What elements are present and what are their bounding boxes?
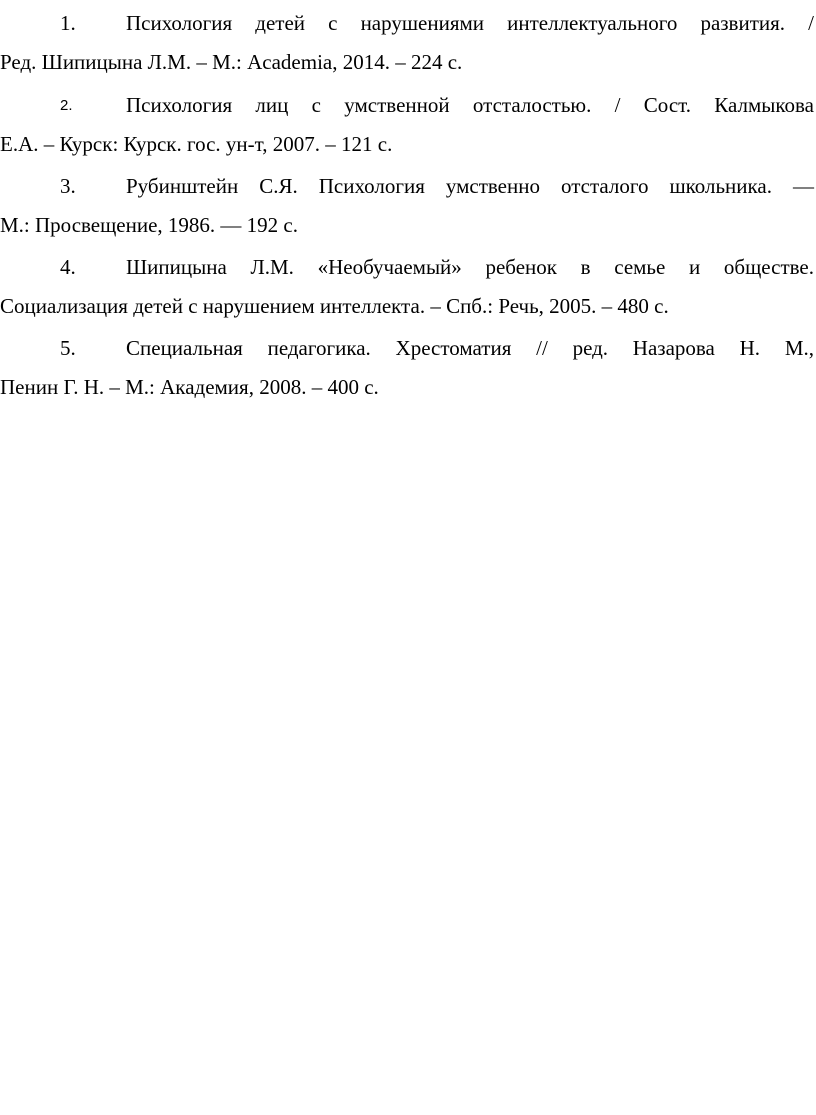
reference-continuation: М.: Просвещение, 1986. — 192 с. (0, 213, 298, 237)
reference-continuation: Ред. Шипицына Л.М. – М.: Academia, 2014. – 224 с. (0, 50, 463, 74)
reference-text: Психология детей с нарушениями интеллектуального развития. / (126, 11, 814, 35)
reference-number: 3. (60, 174, 76, 198)
reference-item (0, 4, 814, 82)
reference-number: 2. (60, 97, 73, 114)
reference-item (0, 86, 814, 164)
reference-continuation: Социализация детей с нарушением интеллекта. – Спб.: Речь, 2005. – 480 с. (0, 294, 669, 318)
reference-number: 1. (60, 11, 76, 35)
reference-number: 4. (60, 255, 76, 279)
reference-text: Психология лиц с умственной отсталостью. / Сост. Калмыкова (126, 93, 814, 117)
reference-first-line (0, 4, 814, 43)
reference-list (0, 0, 814, 407)
reference-item (0, 329, 814, 407)
reference-text: Специальная педагогика. Хрестоматия // ред. Назарова Н. М., (126, 336, 814, 360)
reference-item (0, 167, 814, 245)
reference-text: Шипицына Л.М. «Необучаемый» ребенок в семье и обществе. (126, 255, 814, 279)
reference-item (0, 248, 814, 326)
reference-first-line (0, 167, 814, 206)
reference-continuation: Пенин Г. Н. – М.: Академия, 2008. – 400 с. (0, 375, 379, 399)
reference-first-line (0, 248, 814, 287)
reference-text: Рубинштейн С.Я. Психология умственно отсталого школьника. — (126, 174, 814, 198)
reference-first-line (0, 86, 814, 125)
reference-continuation: Е.А. – Курск: Курск. гос. ун-т, 2007. – 121 с. (0, 132, 393, 156)
reference-number: 5. (60, 336, 76, 360)
reference-first-line (0, 329, 814, 368)
